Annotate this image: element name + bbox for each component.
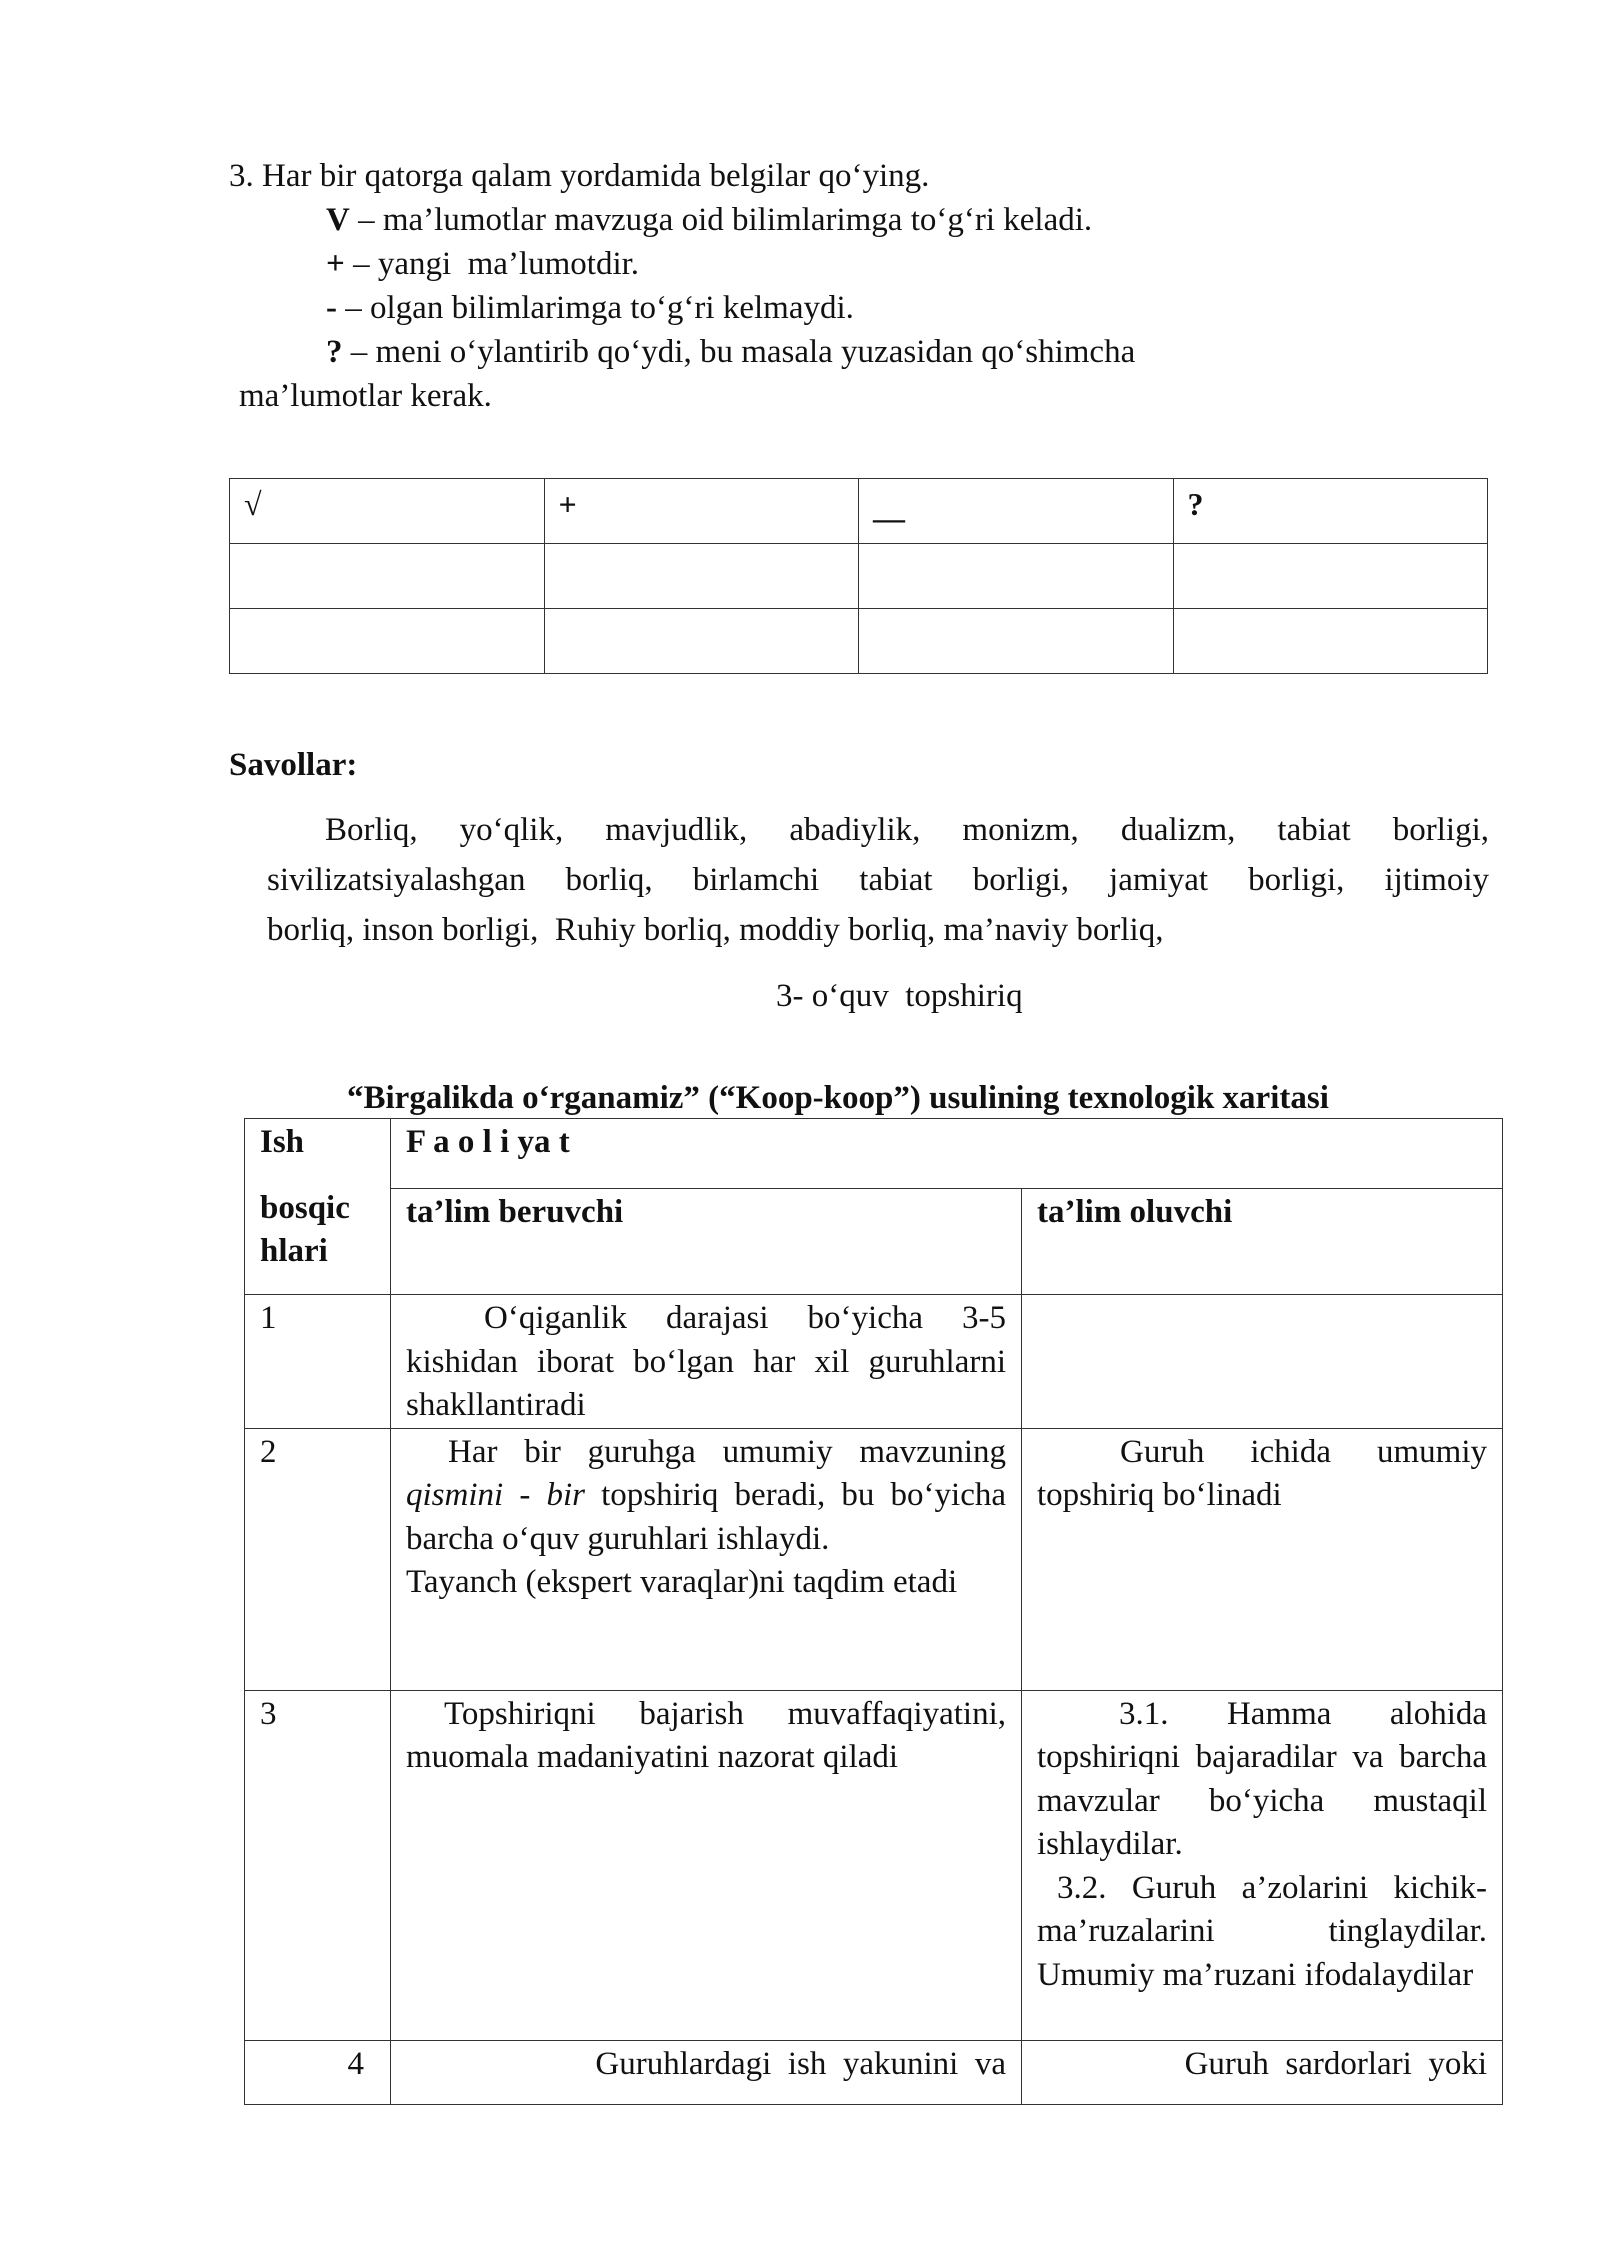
- empty-cell: [1173, 544, 1488, 609]
- teacher-activity: Guruhlardagi ish yakunini va: [391, 2040, 1022, 2104]
- legend-item-v: [326, 198, 1092, 242]
- table-row: [245, 1295, 1503, 1429]
- student-header: ta’lim oluvchi: [1022, 1189, 1503, 1295]
- step-number: 3: [245, 1690, 391, 2040]
- legend-mark: ?: [326, 334, 343, 370]
- step-number: 4: [245, 2040, 391, 2104]
- step-number: 2: [245, 1428, 391, 1690]
- questions-line: Borliq, yo‘qlik, mavjudlik, abadiylik, monizm, dualizm, tabiat borligi,: [325, 812, 1489, 848]
- legend-text: – olgan bilimlarimga to‘g‘ri kelmaydi.: [337, 290, 854, 326]
- marks-header-row: [230, 479, 1488, 544]
- legend-item-question: [326, 330, 1135, 374]
- student-activity: [1022, 1295, 1503, 1429]
- table-row: [245, 1690, 1503, 2040]
- empty-cell: [544, 544, 859, 609]
- marks-empty-row: [230, 609, 1488, 674]
- student-activity: Guruh sardorlari yoki: [1022, 2040, 1503, 2104]
- teacher-header: ta’lim beruvchi: [391, 1189, 1022, 1295]
- student-activity: Guruh ichida umumiy topshiriq bo‘linadi: [1022, 1428, 1503, 1690]
- legend-text: – meni o‘ylantirib qo‘ydi, bu masala yuzasidan qo‘shimcha: [342, 334, 1136, 370]
- minus-column-header: —: [859, 479, 1174, 544]
- table-row: [245, 1428, 1503, 1690]
- empty-cell: [544, 609, 859, 674]
- questions-line: borliq, inson borligi, Ruhiy borliq, moddiy borliq, ma’naviy borliq,: [267, 912, 1164, 948]
- marks-table: [229, 478, 1488, 674]
- empty-cell: [230, 544, 545, 609]
- empty-cell: [230, 609, 545, 674]
- empty-cell: [1173, 609, 1488, 674]
- step-number: 1: [245, 1295, 391, 1429]
- tech-header-row: [245, 1119, 1503, 1189]
- tech-subheader-row: [245, 1189, 1503, 1295]
- marks-empty-row: [230, 544, 1488, 609]
- empty-cell: [859, 544, 1174, 609]
- questions-line: sivilizatsiyalashgan borliq, birlamchi tabiat borligi, jamiyat borligi, ijtimoiy: [267, 862, 1489, 898]
- technology-map-table: [244, 1118, 1503, 2105]
- legend-item-plus: [326, 242, 639, 286]
- step-column-header: Ish bosqic hlari: [245, 1119, 391, 1295]
- student-activity: 3.1. Hamma alohida topshiriqni bajaradilar va barcha mavzular bo‘yicha mustaqil ishlaydilar. 3.2. Guruh a’zolarini kichik-ma’ruzalarini tinglaydilar. Umumiy ma’ruzani ifodalaydilar: [1022, 1690, 1503, 2040]
- teacher-activity: Topshiriqni bajarish muvaffaqiyatini, muomala madaniyatini nazorat qiladi: [391, 1690, 1022, 2040]
- empty-cell: [859, 609, 1174, 674]
- legend-text: – ma’lumotlar mavzuga oid bilimlarimga to‘g‘ri keladi.: [349, 202, 1093, 238]
- instruction-line: 3. Har bir qatorga qalam yordamida belgilar qo‘ying.: [229, 158, 930, 194]
- map-title: “Birgalikda o‘rganamiz” (“Koop-koop”) usulining texnologik xaritasi: [347, 1080, 1329, 1116]
- legend-mark: -: [326, 290, 337, 326]
- task-title: 3- o‘quv topshiriq: [776, 978, 1023, 1014]
- question-column-header: ?: [1173, 479, 1488, 544]
- legend-continuation: ma’lumotlar kerak.: [239, 378, 492, 414]
- legend-text: – yangi ma’lumotdir.: [344, 246, 640, 282]
- legend-item-minus: [326, 286, 854, 330]
- teacher-activity: Har bir guruhga umumiy mavzuning qismini - bir topshiriq beradi, bu bo‘yicha barcha o‘quv guruhlari ishlaydi. Tayanch (ekspert varaqlar)ni taqdim etadi: [391, 1428, 1022, 1690]
- plus-column-header: +: [544, 479, 859, 544]
- legend-mark: V: [326, 202, 350, 238]
- questions-heading: Savollar:: [229, 747, 358, 783]
- activity-header: F a o l i ya t: [391, 1119, 1503, 1189]
- teacher-activity: O‘qiganlik darajasi bo‘yicha 3-5 kishidan iborat bo‘lgan har xil guruhlarni shakllantiradi: [391, 1295, 1022, 1429]
- legend-mark: +: [326, 246, 345, 282]
- check-column-header: √: [230, 479, 545, 544]
- table-row: [245, 2040, 1503, 2104]
